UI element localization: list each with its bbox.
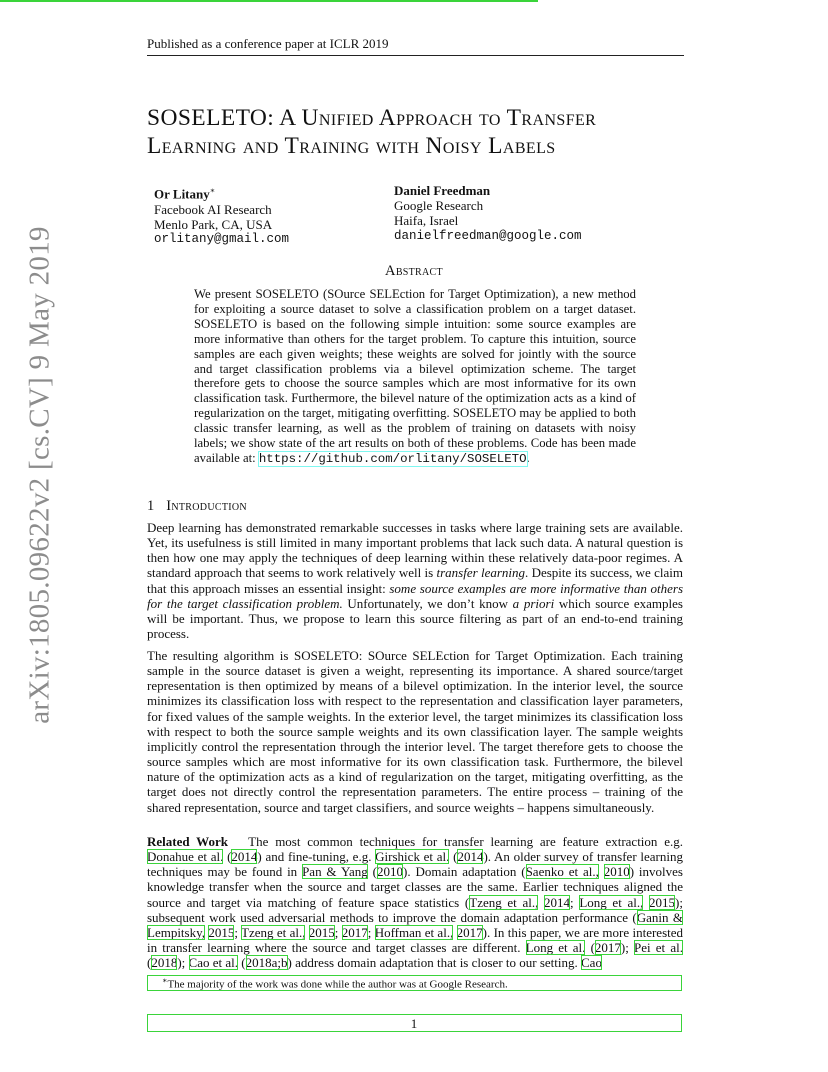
section-heading — [147, 498, 247, 515]
citation-link[interactable]: 2017 — [456, 924, 483, 940]
text-run: ( — [585, 940, 595, 956]
abstract-text: We present SOSELETO (SOurce SELEction for Target Optimization), a new method for exploiting a source dataset to solve a classification problem on a target dataset. SOSELETO is based on the following simple intuition: some source examples are more informative than others for the target problem. To capture this intuition, source samples are each given weights; these weights are solved for jointly with the source and target classification problems via a bilevel optimization scheme. The target therefore gets to choose the source samples which are most informative for its own classification task. Furthermore, the bilevel nature of the optimization acts as a kind of regularization on the target, mitigating overfitting. SOSELETO may be applied to both classic transfer learning, as well as the problem of training on datasets with noisy labels; we show state of the art results on both of these problems. Code has been made available at: — [194, 287, 636, 465]
paragraph-text: The resulting algorithm is SOSELETO: SOurce SELEction for Target Optimization. Each training sample in the source dataset is given a weight, representing its importance. A shared source/target representation is then optimized by means of a bilevel optimization. In the interior level, the source minimizes its classification loss with respect to the representation and classification layer parameters, for fixed values of the sample weights. In the exterior level, the target minimizes its classification loss with respect to both the source sample weights and its own classification layer. The sample weights implicitly control the representation through the interior level. The target therefore gets to choose the source samples which are most informative for its own classification task. Furthermore, the bilevel nature of the optimization acts as a kind of regularization on the target, mitigating overfitting, as the target does not directly control the representation parameters. The entire process – training of the shared representation, source and target classifiers, and source weights – happens simultaneously. — [147, 648, 683, 815]
title-line-1: SOSELETO: A Unified Approach to Transfer — [147, 105, 597, 131]
citation-link[interactable]: Pan & Yang — [302, 864, 368, 880]
author-name: Daniel Freedman — [394, 183, 491, 198]
author-location: Menlo Park, CA, USA — [154, 216, 273, 232]
citation-link[interactable]: 2015 — [208, 924, 235, 940]
citation-link[interactable]: 2017 — [594, 940, 621, 956]
text-run: ( — [147, 955, 152, 971]
citation-link[interactable]: 2010 — [377, 864, 403, 880]
page-number: 1 — [410, 1016, 418, 1031]
author-email[interactable]: orlitany@gmail.com — [154, 231, 290, 246]
citation-link[interactable]: Hoffman et al., — [374, 924, 454, 940]
title-line-2: Learning and Training with Noisy Labels — [147, 133, 556, 159]
citation-link[interactable]: 2014 — [231, 849, 258, 865]
citation-link[interactable]: Donahue et al. — [147, 849, 224, 865]
related-work-paragraph — [147, 834, 683, 970]
text-run: ; — [367, 924, 375, 940]
abstract-end-punct: . — [526, 450, 530, 465]
emphasis: transfer learning — [436, 565, 526, 581]
text-run: ; — [234, 924, 242, 940]
author-affiliation: Google Research — [394, 198, 484, 214]
citation-link[interactable]: 2017 — [341, 924, 368, 940]
intro-paragraph-1 — [147, 520, 683, 641]
paper-title — [147, 104, 707, 160]
citation-link[interactable]: Saenko et al., — [525, 864, 599, 880]
text-run: ; — [570, 894, 580, 910]
text-run: ) address domain adaptation that is closer to our setting. — [287, 955, 582, 971]
text-run: ( — [238, 955, 246, 971]
header-rule — [147, 55, 684, 56]
citation-link[interactable]: Long et al. — [525, 940, 586, 956]
footnote-mark: ∗ — [162, 976, 168, 985]
text-run: ). Domain adaptation ( — [403, 864, 526, 880]
abstract-body — [194, 287, 636, 467]
section-number: 1 — [147, 498, 155, 514]
citation-link[interactable]: 2014 — [457, 849, 484, 865]
text-run: ; — [334, 924, 342, 940]
citation-link[interactable]: Ganin & Lempitsky, — [147, 909, 683, 940]
text-run: ); — [177, 955, 189, 971]
citation-link[interactable]: 2015 — [649, 894, 676, 910]
text-run: which source examples will be important. Thus, we propose to learn this source filtering as part of an end-to-end training process. — [147, 595, 683, 642]
text-run: ( — [449, 849, 458, 865]
citation-link[interactable]: Tzeng et al., — [469, 894, 539, 910]
author-footnote-mark[interactable]: ∗ — [209, 186, 216, 195]
text-run: ) involves knowledge transfer when the source and target classes are the same. Earlier techniques aligned the source and target via matching of feature space statistics ( — [147, 864, 683, 910]
code-link[interactable]: https://github.com/orlitany/SOSELETO — [258, 451, 527, 466]
text-run: Unfortunately, we don’t know — [342, 595, 513, 611]
author-name-text: Or Litany — [154, 186, 210, 202]
citation-link[interactable]: 2018a;b — [245, 955, 288, 971]
author-name — [154, 183, 289, 202]
text-run: ); — [620, 940, 635, 956]
text-run: The most common techniques for transfer learning are feature extraction e.g. — [248, 834, 683, 849]
text-run: . Despite its success, we claim that this approach misses an essential insight: — [147, 565, 683, 596]
text-run: ); subsequent work used adversarial methods to improve the domain adaptation performance ( — [147, 894, 683, 925]
text-run: ) and fine-tuning, e.g. — [257, 849, 376, 865]
citation-link[interactable]: 2014 — [544, 894, 571, 910]
intro-paragraph-2 — [147, 648, 683, 815]
arxiv-stamp: arXiv:1805.09622v2 [cs.CV] 9 May 2019 — [23, 226, 56, 724]
emphasis: some source examples are more informative than others for the target classification problem. — [147, 580, 683, 611]
citation-link[interactable]: 2018 — [151, 955, 178, 971]
footnote-text: The majority of the work was done while the author was at Google Research. — [167, 978, 508, 991]
citation-link[interactable]: Girshick et al. — [375, 849, 450, 865]
text-run: Deep learning has demonstrated remarkable successes in tasks where large training sets are available. Yet, its usefulness is still limited in many important problems that lack such data. A natural question is then how one may apply the techniques of deep learning within these relatively data-poor regimes. A standard approach that seems to work relatively well is — [147, 520, 683, 581]
text-run: ). In this paper, we are more interested in transfer learning where the source and target classes are different. — [147, 924, 684, 956]
citation-link[interactable]: 2010 — [603, 864, 630, 880]
section-title: Introduction — [166, 498, 247, 514]
emphasis: a priori — [512, 595, 555, 611]
text-run: ( — [367, 864, 377, 880]
footnote — [162, 976, 508, 991]
citation-link[interactable]: Long et al., — [579, 894, 644, 910]
text-run: ). An older survey of transfer learning techniques may be found in — [147, 849, 683, 880]
author-block-1 — [154, 183, 289, 247]
abstract-heading: Abstract — [385, 263, 443, 279]
author-affiliation: Facebook AI Research — [154, 201, 272, 217]
citation-link[interactable]: Pei et al. — [634, 940, 683, 956]
citation-link[interactable]: Cao et al. — [188, 955, 239, 971]
citation-link[interactable]: 2015 — [308, 924, 335, 940]
author-block-2 — [394, 183, 582, 244]
running-header: Published as a conference paper at ICLR 2019 — [147, 36, 389, 51]
top-highlight-line — [0, 0, 538, 2]
citation-link[interactable]: Tzeng et al., — [241, 924, 306, 940]
text-run: ( — [223, 849, 232, 865]
author-location: Haifa, Israel — [394, 213, 459, 229]
related-work-heading: Related Work — [147, 834, 228, 849]
author-email[interactable]: danielfreedman@google.com — [394, 228, 582, 243]
citation-link[interactable]: Cao — [581, 955, 602, 971]
